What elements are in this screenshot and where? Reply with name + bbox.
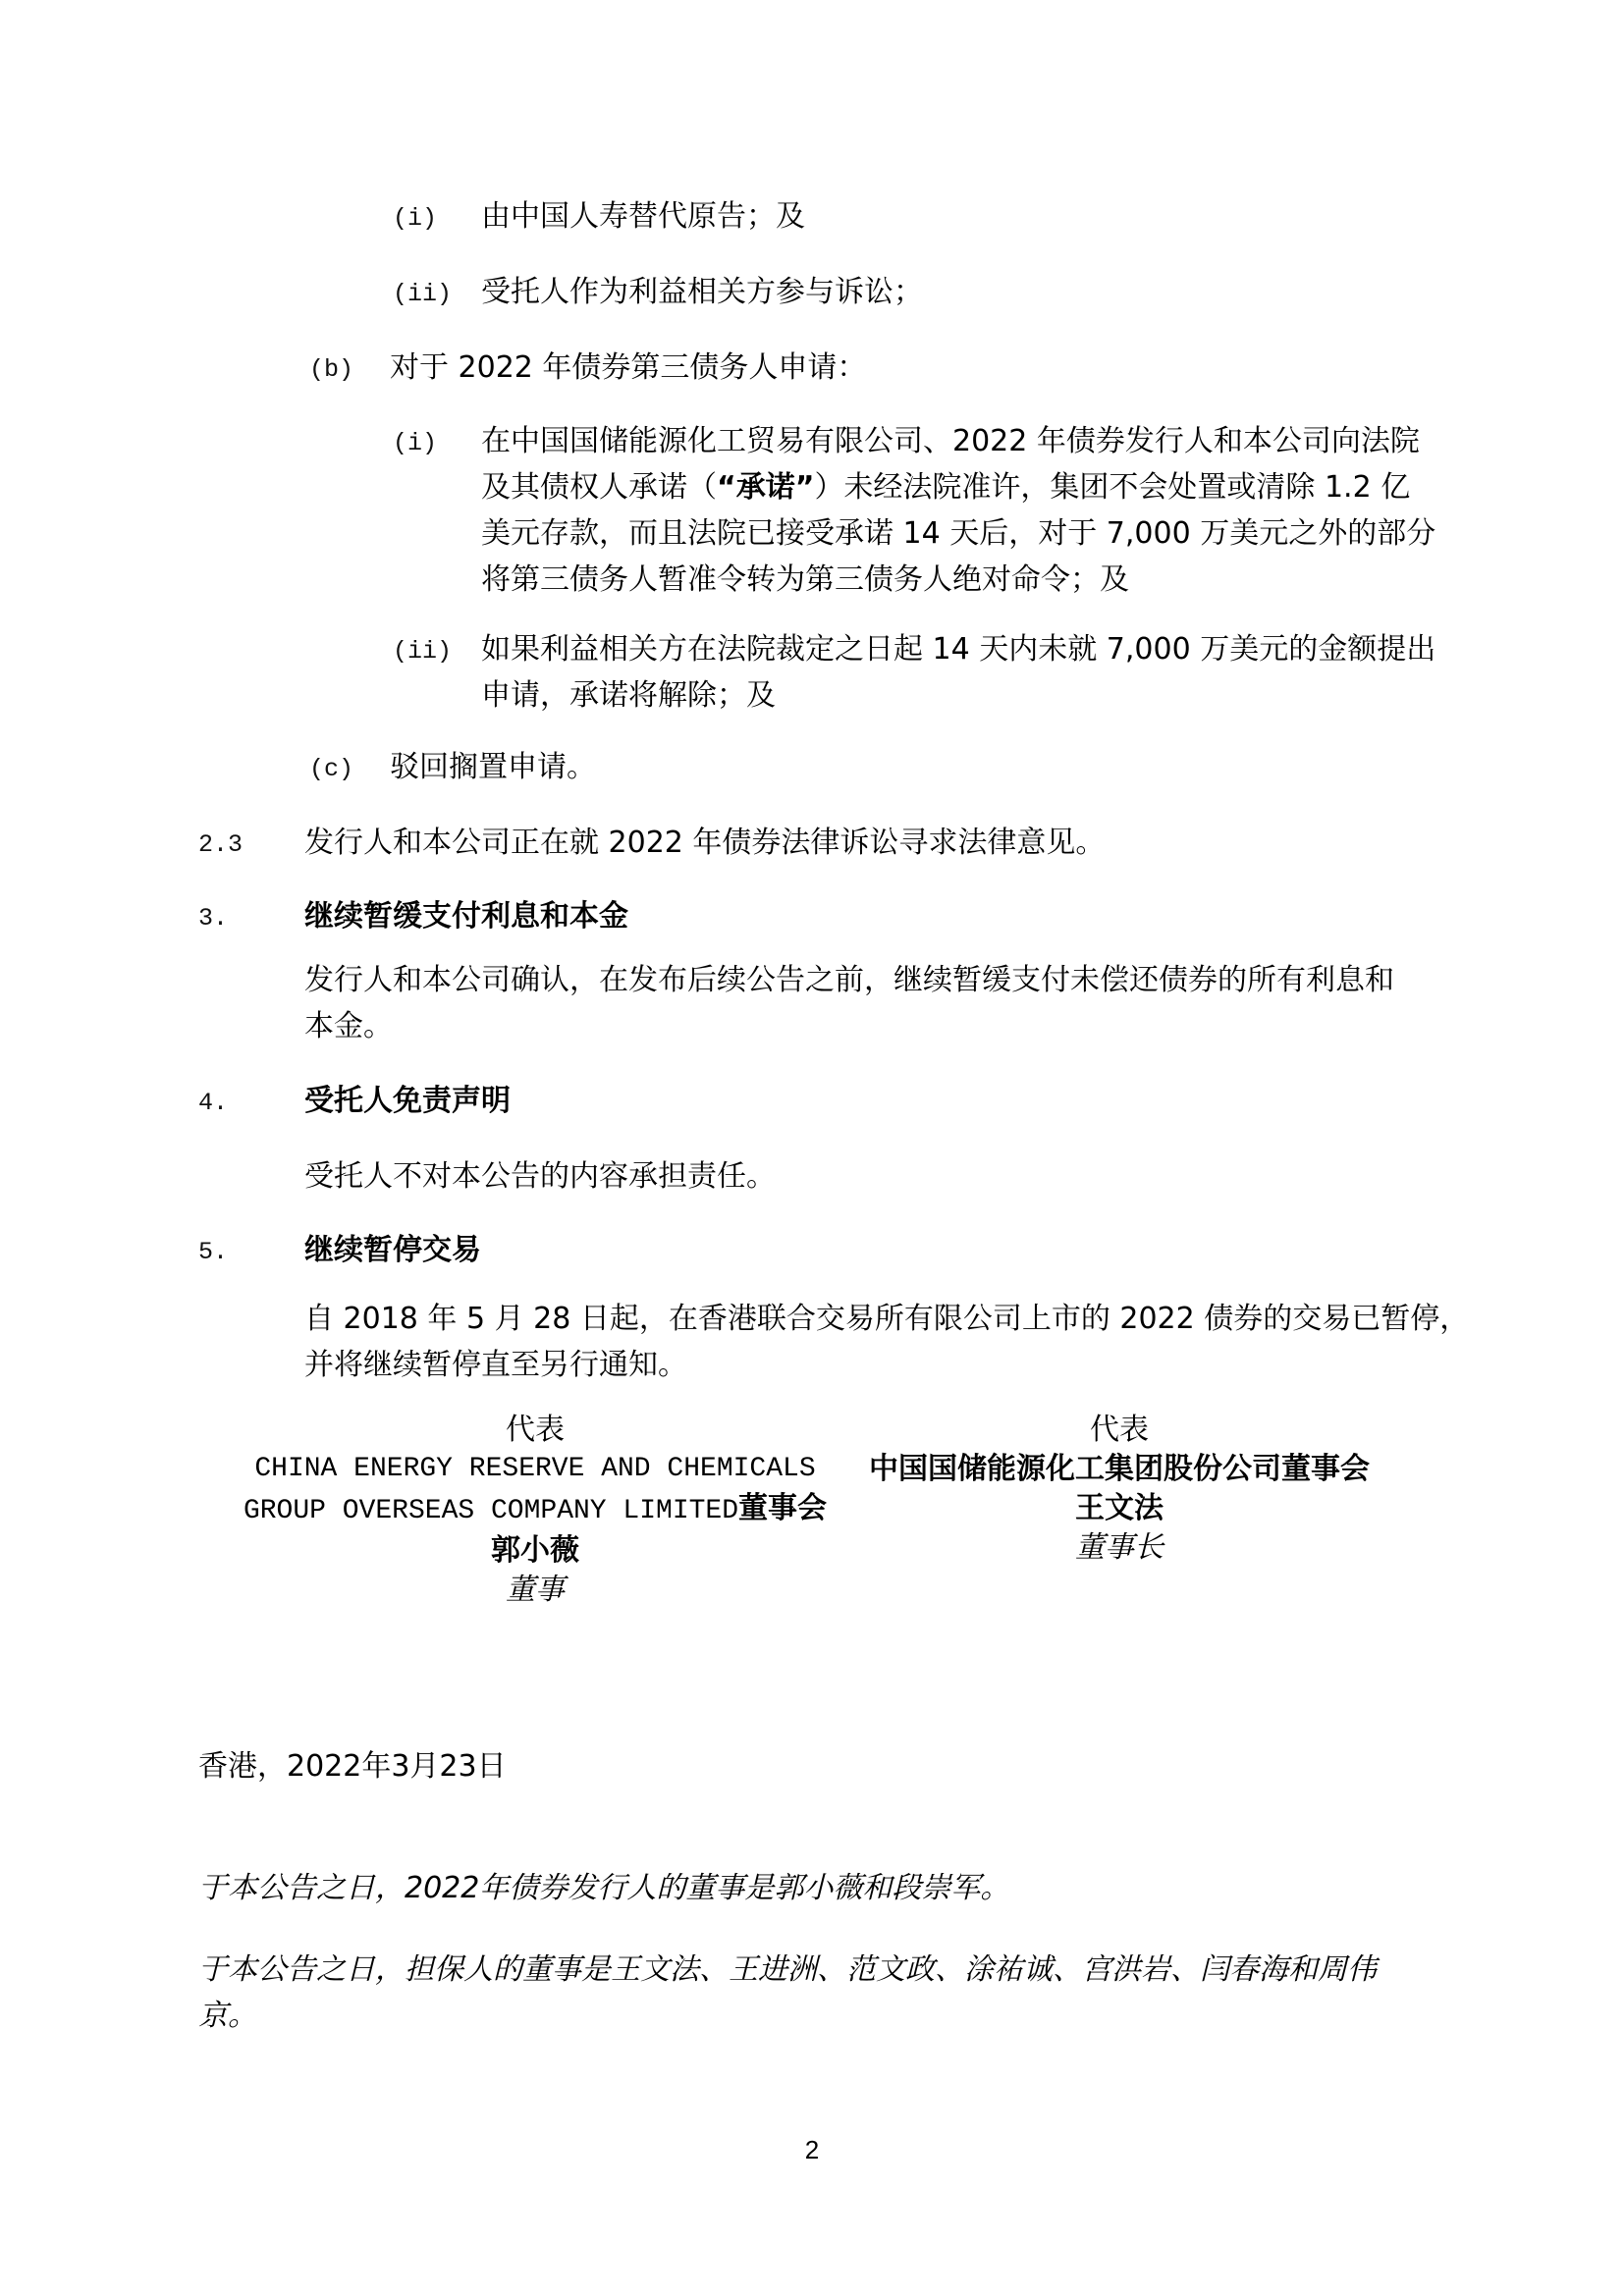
defined-term: “承诺”: [717, 470, 815, 505]
section-number: 2.3: [198, 830, 244, 859]
section-heading: 受托人免责声明: [304, 1084, 511, 1118]
item-label: (i): [393, 429, 438, 457]
guarantor-directors-note: 于本公告之日，担保人的董事是王文法、王进洲、范文政、涂祐诚、宫洪岩、闫春海和周伟: [198, 1952, 1377, 1987]
page-number: 2: [804, 2135, 820, 2164]
section-heading: 继续暂停交易: [304, 1233, 481, 1267]
signature-block-guarantor: [830, 1411, 1409, 1568]
item-text-line: 及其债权人承诺（“承诺”）未经法院准许，集团不会处置或清除 1.2 亿: [481, 470, 1411, 505]
item-label: (ii): [393, 280, 453, 308]
signatory-title: 董事长: [1075, 1530, 1164, 1565]
signatory-title: 董事: [506, 1573, 565, 1607]
item-label: (i): [393, 204, 438, 233]
on-behalf-label: 代表: [1090, 1413, 1149, 1447]
section-heading: 继续暂缓支付利息和本金: [304, 899, 628, 934]
section-text: 受托人不对本公告的内容承担责任。: [304, 1159, 776, 1194]
signatory-name: 郭小薇: [491, 1533, 579, 1568]
company-name-line: GROUP OVERSEAS COMPANY LIMITED董事会: [243, 1491, 828, 1526]
on-behalf-label: 代表: [506, 1413, 565, 1447]
section-text-line: 发行人和本公司确认，在发布后续公告之前，继续暂缓支付未偿还债券的所有利息和: [304, 963, 1394, 997]
guarantor-directors-note-cont: 京。: [198, 1999, 257, 2033]
company-name-line: CHINA ENERGY RESERVE AND CHEMICALS: [254, 1454, 816, 1484]
item-text: 由中国人寿替代原告；及: [481, 199, 805, 234]
item-text-line: 美元存款，而且法院已接受承诺 14 天后，对于 7,000 万美元之外的部分: [481, 516, 1436, 551]
section-text-line: 本金。: [304, 1009, 393, 1043]
item-text: 驳回搁置申请。: [390, 750, 596, 784]
issuer-directors-note: 于本公告之日，2022年债券发行人的董事是郭小薇和段崇军。: [198, 1871, 1010, 1905]
section-text: 发行人和本公司正在就 2022 年债券法律诉讼寻求法律意见。: [304, 826, 1106, 860]
section-text-line: 自 2018 年 5 月 28 日起，在香港联合交易所有限公司上市的 2022 债券的交易已暂停，: [304, 1302, 1470, 1336]
item-text: 受托人作为利益相关方参与诉讼；: [481, 275, 923, 309]
item-label: (c): [309, 755, 354, 783]
item-text-line: 申请，承诺将解除；及: [481, 678, 776, 713]
company-name: 中国国储能源化工集团股份公司董事会: [869, 1452, 1370, 1486]
item-label: (b): [309, 355, 354, 384]
section-text-line: 并将继续暂停直至另行通知。: [304, 1348, 687, 1382]
signatory-name: 王文法: [1075, 1491, 1164, 1525]
item-text-line: 如果利益相关方在法院裁定之日起 14 天内未就 7,000 万美元的金额提出: [481, 632, 1436, 667]
item-label: (ii): [393, 637, 453, 666]
item-text: 对于 2022 年债券第三债务人申请：: [390, 350, 867, 385]
section-number: 5.: [198, 1238, 229, 1266]
item-text-line: 将第三债务人暂准令转为第三债务人绝对命令；及: [481, 562, 1129, 597]
place-and-date: 香港，2022年3月23日: [198, 1749, 507, 1784]
section-number: 3.: [198, 904, 229, 933]
item-text-line: 在中国国储能源化工贸易有限公司、2022 年债券发行人和本公司向法院: [481, 424, 1420, 458]
section-number: 4.: [198, 1089, 229, 1117]
signature-block-issuer: [241, 1411, 830, 1610]
